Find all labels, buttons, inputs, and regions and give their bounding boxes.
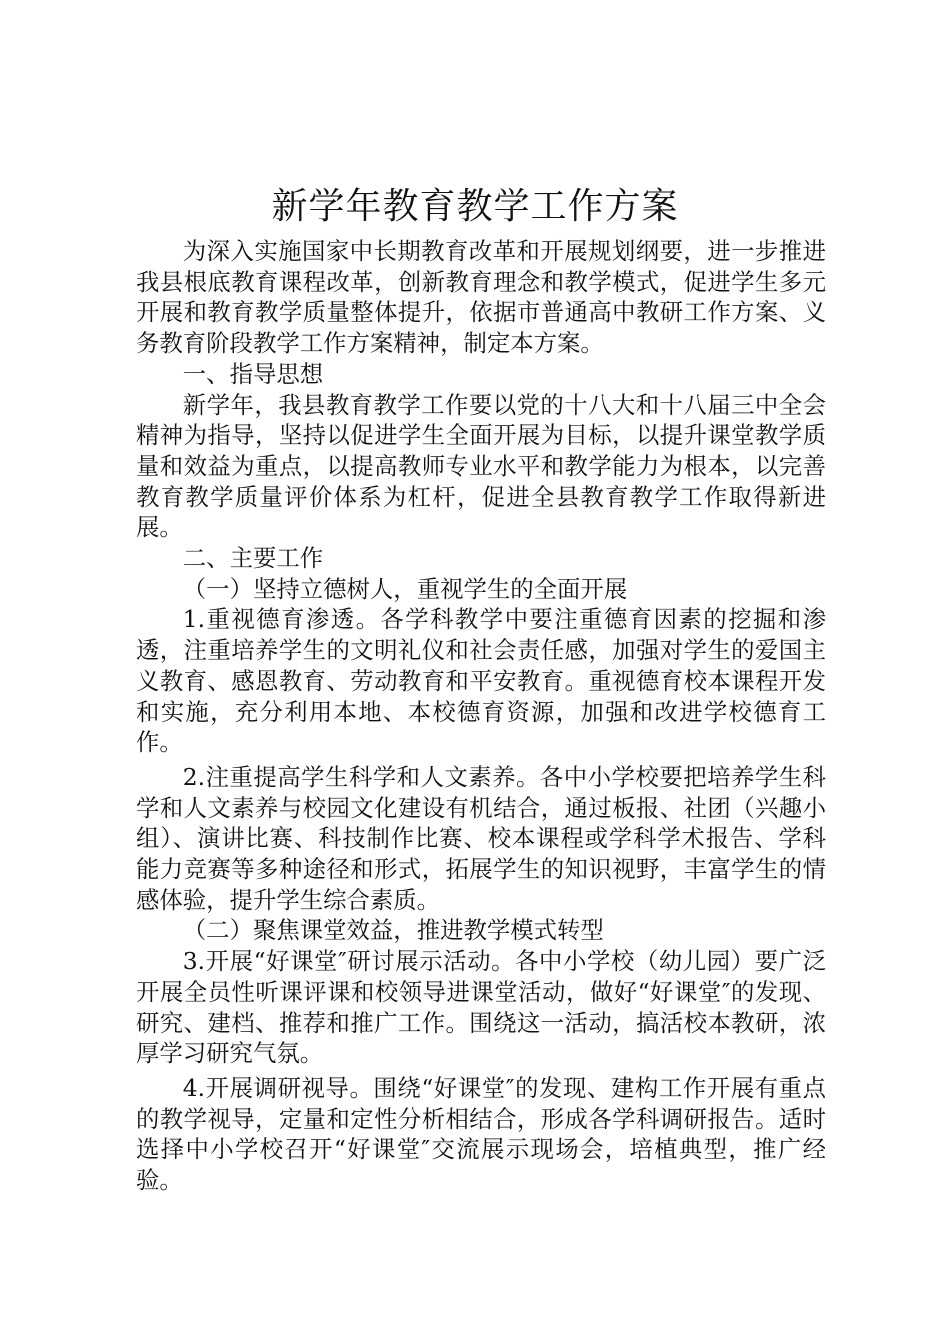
item-1-paragraph: 1.重视德育渗透。各学科教学中要注重德育因素的挖掘和渗透，注重培养学生的文明礼仪和社会责任感，加强对学生的爱国主义教育、感恩教育、劳动教育和平安教育。重视德育校本课程开发和实施，充分利用本地、本校德育资源，加强和改进学校德育工作。 [136, 605, 826, 757]
document-body [136, 236, 826, 1196]
subsection-heading-2: （二）聚焦课堂效益，推进教学模式转型 [182, 916, 604, 945]
item-3-paragraph: 3.开展“好课堂″研讨展示活动。各中小学校（幼儿园）要广泛开展全员性听课评课和校领导进课堂活动，做好“好课堂″的发现、研究、建档、推荐和推广工作。围绕这一活动，搞活校本教研，浓厚学习研究气氛。 [136, 947, 826, 1068]
document-title: 新学年教育教学工作方案 [271, 186, 679, 227]
section-heading-main-work: 二、主要工作 [182, 544, 324, 573]
section-heading-guiding-thought: 一、指导思想 [182, 359, 324, 388]
item-2-paragraph: 2.注重提高学生科学和人文素养。各中小学校要把培养学生科学和人文素养与校园文化建设有机结合，通过板报、社团（兴趣小组）、演讲比赛、科技制作比赛、校本课程或学科学术报告、学科能力竞赛等多种途径和形式，拓展学生的知识视野，丰富学生的情感体验，提升学生综合素质。 [136, 762, 826, 914]
subsection-heading-1: （一）坚持立德树人，重视学生的全面开展 [182, 574, 628, 603]
intro-paragraph: 为深入实施国家中长期教育改革和开展规划纲要，进一步推进我县根底教育课程改革，创新教育理念和教学模式，促进学生多元开展和教育教学质量整体提升，依据市普通高中教研工作方案、义务教育阶段教学工作方案精神，制定本方案。 [136, 237, 826, 358]
guiding-thought-paragraph: 新学年，我县教育教学工作要以党的十八大和十八届三中全会精神为指导，坚持以促进学生全面开展为目标，以提升课堂教学质量和效益为重点，以提高教师专业水平和教学能力为根本，以完善教育教学质量评价体系为杠杆，促进全县教育教学工作取得新进展。 [136, 390, 826, 542]
item-4-paragraph: 4.开展调研视导。围绕“好课堂″的发现、建构工作开展有重点的教学视导，定量和定性分析相结合，形成各学科调研报告。适时选择中小学校召开“好课堂″交流展示现场会，培植典型，推广经验。 [136, 1073, 826, 1195]
